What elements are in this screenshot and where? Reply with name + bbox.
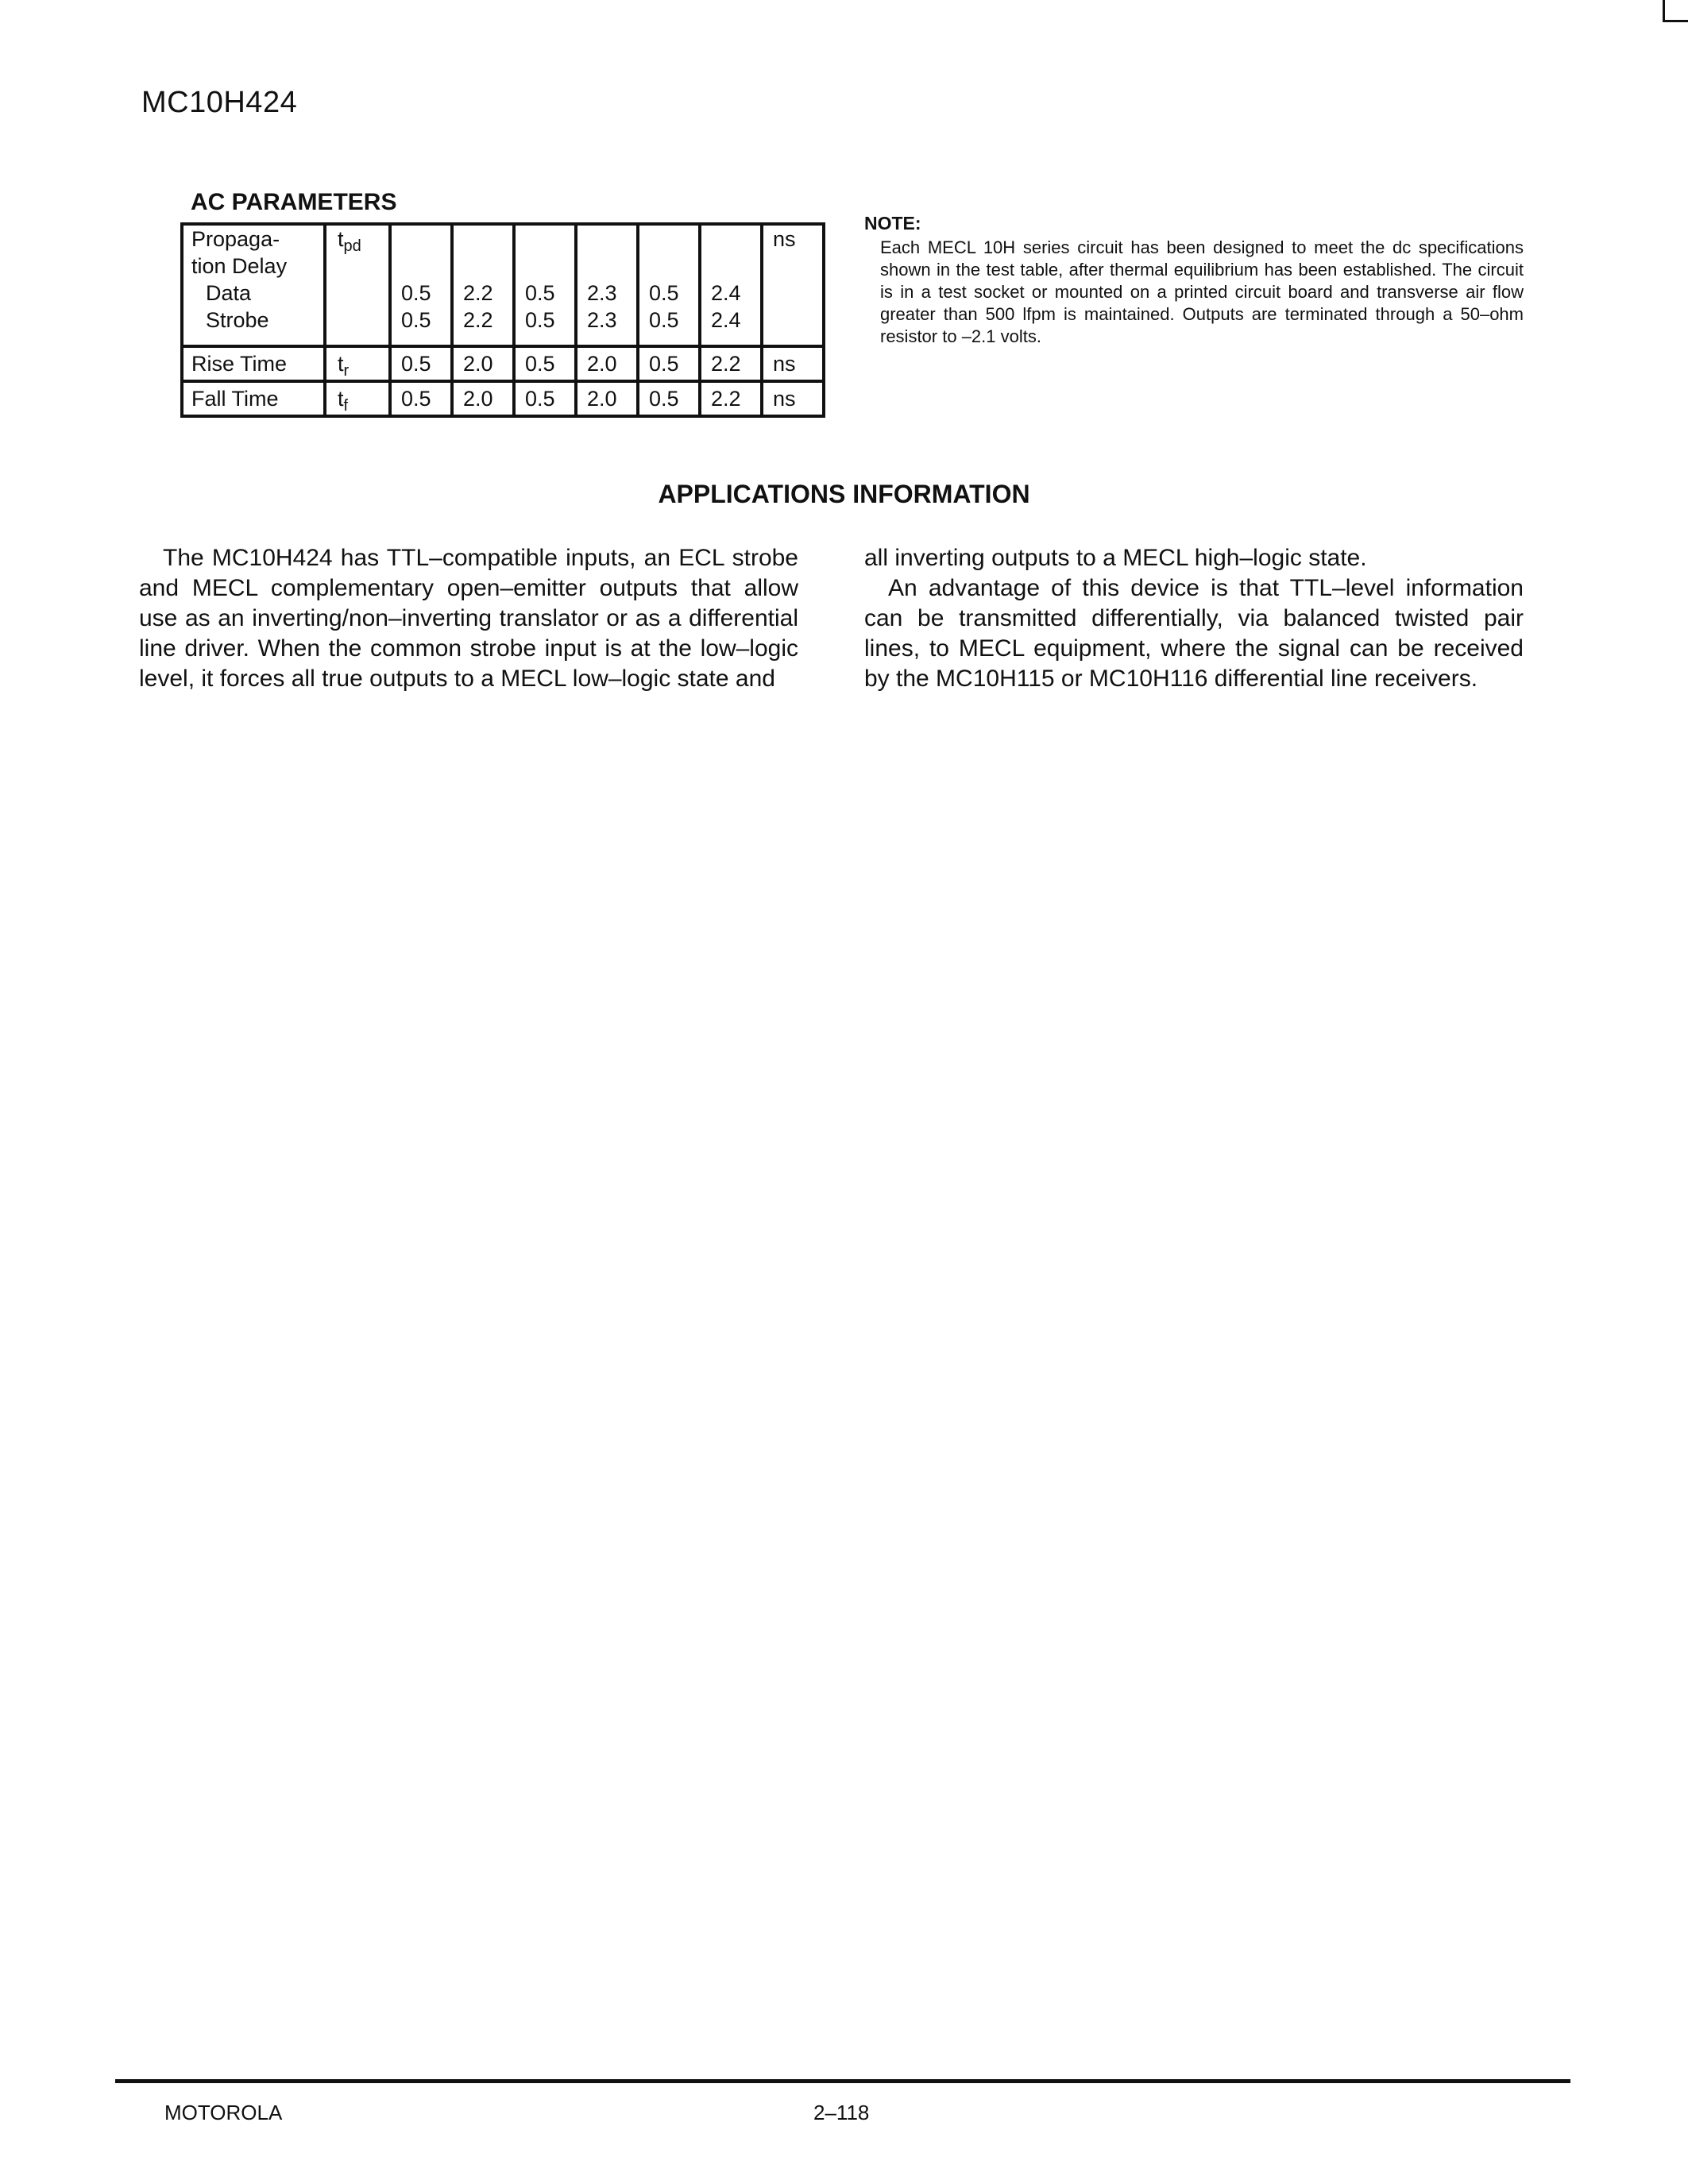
table-row: [182, 224, 824, 346]
value: 0.5: [525, 281, 555, 305]
value: 2.2: [463, 308, 493, 332]
value-cell: [700, 224, 762, 346]
note-text: Each MECL 10H series circuit has been designed to meet the dc specifications shown in the test table, after thermal equilibrium has been established. The circuit is in a test socket or mounted on a printed circuit board and transverse air flow greater than 500 lfpm is maintained. Outputs are terminated through a 50–ohm resistor to –2.1 volts.: [880, 237, 1524, 346]
value-cell: 2.0: [452, 346, 514, 381]
paragraph: An advantage of this device is that TTL–level information can be transmitted differentially, via balanced twisted pair lines, to MECL equipment, where the signal can be received by the MC10H115 or MC10H116 differential line receivers.: [864, 575, 1524, 692]
unit-cell: ns: [762, 224, 824, 346]
crop-mark: [1663, 0, 1665, 22]
symbol: t: [338, 352, 344, 376]
table-row: [182, 381, 824, 416]
value: 2.2: [463, 281, 493, 305]
symbol-subscript: pd: [343, 237, 361, 255]
value-cell: 0.5: [514, 381, 576, 416]
footer-rule: [115, 2079, 1570, 2083]
note-title: NOTE:: [864, 213, 921, 233]
value: 0.5: [525, 308, 555, 332]
crop-mark: [1663, 20, 1688, 22]
param-cell: [182, 224, 325, 346]
value-cell: 2.2: [700, 381, 762, 416]
paragraph: all inverting outputs to a MECL high–logic state.: [864, 545, 1367, 571]
value: 0.5: [649, 281, 679, 305]
ac-parameters-table: [180, 222, 825, 418]
applications-column-right: [864, 543, 1524, 694]
applications-title: APPLICATIONS INFORMATION: [658, 480, 1030, 508]
value-cell: [576, 224, 638, 346]
symbol: t: [338, 387, 344, 411]
value-cell: [638, 224, 700, 346]
value: 2.3: [587, 308, 617, 332]
value-cell: 2.0: [576, 346, 638, 381]
value-cell: [452, 224, 514, 346]
table-row: [182, 346, 824, 381]
value: 0.5: [649, 308, 679, 332]
value: 0.5: [401, 308, 431, 332]
footer-company: MOTOROLA: [164, 2101, 283, 2124]
param-sublabel: Data: [206, 281, 252, 305]
value-cell: 0.5: [638, 381, 700, 416]
value-cell: 0.5: [638, 346, 700, 381]
symbol-cell: [325, 346, 390, 381]
ac-parameters-title: AC PARAMETERS: [191, 189, 397, 215]
part-number-header: MC10H424: [141, 86, 298, 119]
unit-cell: ns: [762, 381, 824, 416]
param-sublabel: Strobe: [206, 308, 269, 332]
param-label: tion Delay: [191, 254, 288, 278]
value-cell: 2.0: [576, 381, 638, 416]
value-cell: 2.2: [700, 346, 762, 381]
value-cell: 2.0: [452, 381, 514, 416]
symbol-cell: [325, 381, 390, 416]
value-cell: 0.5: [514, 346, 576, 381]
param-label: Propaga-: [191, 227, 280, 251]
symbol-subscript: r: [343, 362, 350, 380]
paragraph: The MC10H424 has TTL–compatible inputs, an ECL strobe and MECL complementary open–emitter outputs that allow use as an inverting/non–inverting translator or as a differential line driver. When the common strobe input is at the low–logic level, it forces all true outputs to a MECL low–logic state and: [139, 545, 798, 692]
value-cell: [514, 224, 576, 346]
applications-column-left: [139, 543, 798, 694]
value-cell: 0.5: [390, 346, 452, 381]
value: 2.4: [711, 281, 741, 305]
symbol: t: [338, 227, 344, 251]
value: 2.4: [711, 308, 741, 332]
param-label: Fall Time: [182, 381, 325, 416]
value-cell: [390, 224, 452, 346]
unit-cell: ns: [762, 346, 824, 381]
param-label: Rise Time: [182, 346, 325, 381]
symbol-subscript: f: [343, 397, 349, 415]
value-cell: 0.5: [390, 381, 452, 416]
page-number: 2–118: [813, 2101, 870, 2124]
value: 0.5: [401, 281, 431, 305]
value: 2.3: [587, 281, 617, 305]
symbol-cell: [325, 224, 390, 346]
